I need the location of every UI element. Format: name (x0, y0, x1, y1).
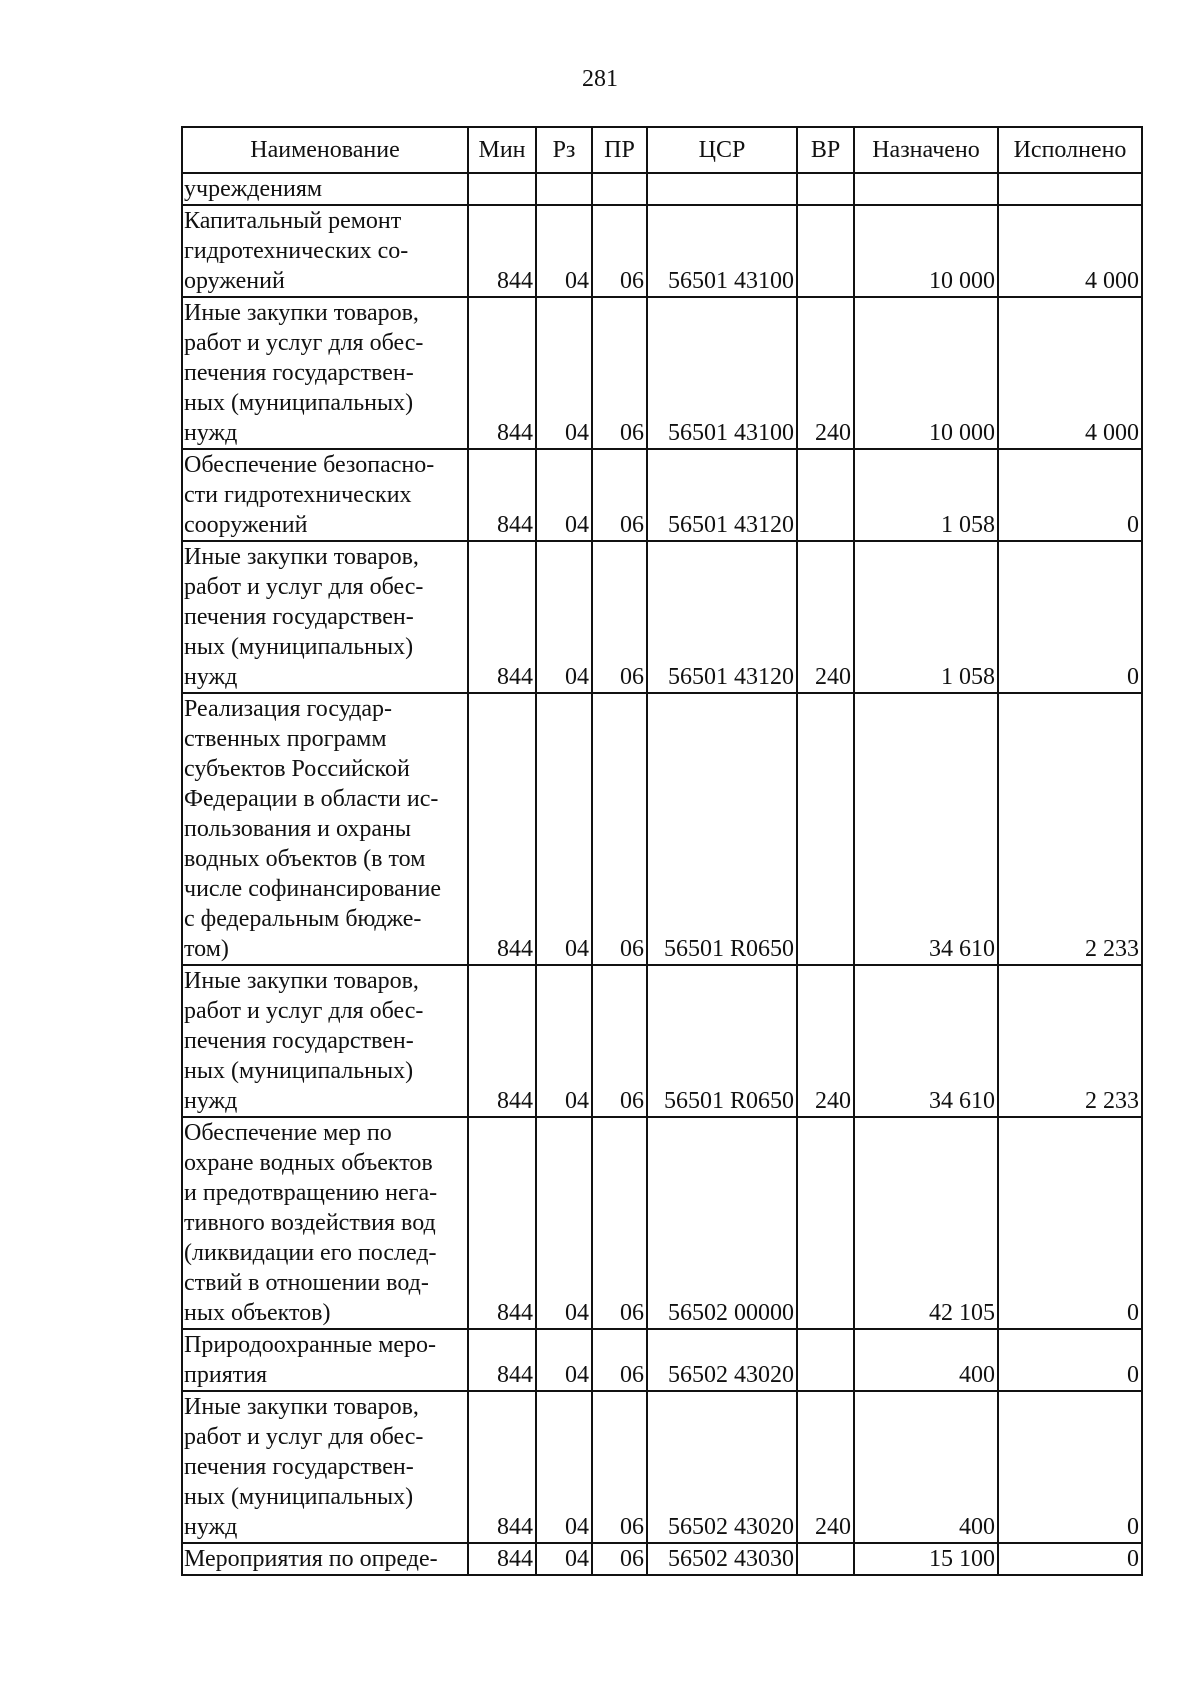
cell-min: 844 (468, 449, 536, 541)
cell-naznacheno: 34 610 (854, 693, 998, 965)
table-row (182, 1391, 1142, 1543)
cell-rz (536, 173, 592, 205)
cell-naznacheno: 400 (854, 1329, 998, 1391)
cell-vr (797, 1117, 854, 1329)
cell-pr: 06 (592, 1543, 647, 1575)
column-header-ispolneno: Исполнено (998, 127, 1142, 173)
cell-ispolneno: 2 233 (998, 965, 1142, 1117)
cell-min: 844 (468, 205, 536, 297)
table-row (182, 297, 1142, 449)
cell-name: Реализация государ- ственных программ субъектов Российской Федерации в области ис- пользования и охраны водных объектов (в том числе софинансирование с федеральным бюдже- том) (182, 693, 468, 965)
column-header-rz: Рз (536, 127, 592, 173)
cell-min: 844 (468, 965, 536, 1117)
cell-naznacheno: 1 058 (854, 449, 998, 541)
cell-ispolneno: 0 (998, 1329, 1142, 1391)
cell-naznacheno: 42 105 (854, 1117, 998, 1329)
cell-vr: 240 (797, 297, 854, 449)
table-row (182, 205, 1142, 297)
cell-name: Капитальный ремонт гидротехнических со- оружений (182, 205, 468, 297)
cell-naznacheno: 10 000 (854, 205, 998, 297)
table-header-row (182, 127, 1142, 173)
column-header-csr: ЦСР (647, 127, 797, 173)
budget-table (181, 126, 1143, 1576)
cell-name: Мероприятия по опреде- (182, 1543, 468, 1575)
cell-ispolneno: 0 (998, 1391, 1142, 1543)
cell-csr: 56501 43120 (647, 449, 797, 541)
cell-name: Иные закупки товаров, работ и услуг для обес- печения государствен- ных (муниципальных) нужд (182, 541, 468, 693)
table-row (182, 693, 1142, 965)
cell-csr: 56501 R0650 (647, 693, 797, 965)
column-header-vr: ВР (797, 127, 854, 173)
cell-vr: 240 (797, 1391, 854, 1543)
table-row (182, 541, 1142, 693)
cell-pr: 06 (592, 693, 647, 965)
cell-min: 844 (468, 1391, 536, 1543)
cell-csr (647, 173, 797, 205)
cell-ispolneno: 0 (998, 449, 1142, 541)
cell-csr: 56502 43020 (647, 1391, 797, 1543)
cell-vr: 240 (797, 965, 854, 1117)
cell-pr: 06 (592, 1391, 647, 1543)
cell-csr: 56502 43020 (647, 1329, 797, 1391)
cell-vr: 240 (797, 541, 854, 693)
cell-rz: 04 (536, 297, 592, 449)
cell-naznacheno: 10 000 (854, 297, 998, 449)
cell-min: 844 (468, 1329, 536, 1391)
cell-ispolneno: 0 (998, 1543, 1142, 1575)
cell-vr (797, 693, 854, 965)
cell-pr (592, 173, 647, 205)
cell-rz: 04 (536, 1543, 592, 1575)
cell-name: Обеспечение безопасно- сти гидротехнических сооружений (182, 449, 468, 541)
cell-name: Природоохранные меро- приятия (182, 1329, 468, 1391)
cell-naznacheno: 1 058 (854, 541, 998, 693)
cell-pr: 06 (592, 297, 647, 449)
cell-csr: 56502 00000 (647, 1117, 797, 1329)
cell-vr (797, 449, 854, 541)
page-number: 281 (582, 66, 618, 92)
cell-name: Иные закупки товаров, работ и услуг для обес- печения государствен- ных (муниципальных) нужд (182, 297, 468, 449)
cell-ispolneno: 0 (998, 541, 1142, 693)
cell-rz: 04 (536, 1329, 592, 1391)
cell-naznacheno: 15 100 (854, 1543, 998, 1575)
cell-min: 844 (468, 1117, 536, 1329)
table-row (182, 965, 1142, 1117)
cell-ispolneno: 4 000 (998, 205, 1142, 297)
column-header-name: Наименование (182, 127, 468, 173)
cell-min: 844 (468, 297, 536, 449)
table-row (182, 173, 1142, 205)
column-header-min: Мин (468, 127, 536, 173)
cell-ispolneno (998, 173, 1142, 205)
cell-naznacheno (854, 173, 998, 205)
cell-naznacheno: 34 610 (854, 965, 998, 1117)
cell-rz: 04 (536, 1117, 592, 1329)
cell-min: 844 (468, 1543, 536, 1575)
table-body (182, 173, 1142, 1575)
cell-ispolneno: 4 000 (998, 297, 1142, 449)
cell-name: Иные закупки товаров, работ и услуг для обес- печения государствен- ных (муниципальных) нужд (182, 1391, 468, 1543)
cell-rz: 04 (536, 693, 592, 965)
cell-csr: 56501 43100 (647, 205, 797, 297)
cell-name: Иные закупки товаров, работ и услуг для обес- печения государствен- ных (муниципальных) нужд (182, 965, 468, 1117)
cell-pr: 06 (592, 205, 647, 297)
cell-pr: 06 (592, 541, 647, 693)
cell-csr: 56501 43120 (647, 541, 797, 693)
cell-rz: 04 (536, 205, 592, 297)
column-header-naznacheno: Назначено (854, 127, 998, 173)
cell-csr: 56501 43100 (647, 297, 797, 449)
table-row (182, 1117, 1142, 1329)
cell-rz: 04 (536, 965, 592, 1117)
cell-min: 844 (468, 693, 536, 965)
cell-rz: 04 (536, 541, 592, 693)
cell-rz: 04 (536, 449, 592, 541)
cell-ispolneno: 2 233 (998, 693, 1142, 965)
cell-pr: 06 (592, 1117, 647, 1329)
cell-csr: 56502 43030 (647, 1543, 797, 1575)
cell-pr: 06 (592, 965, 647, 1117)
cell-min (468, 173, 536, 205)
cell-csr: 56501 R0650 (647, 965, 797, 1117)
cell-pr: 06 (592, 1329, 647, 1391)
cell-name: учреждениям (182, 173, 468, 205)
cell-vr (797, 1329, 854, 1391)
cell-min: 844 (468, 541, 536, 693)
cell-vr (797, 1543, 854, 1575)
cell-ispolneno: 0 (998, 1117, 1142, 1329)
cell-vr (797, 205, 854, 297)
cell-vr (797, 173, 854, 205)
cell-rz: 04 (536, 1391, 592, 1543)
cell-name: Обеспечение мер по охране водных объектов и предотвращению нега- тивного воздействия вод (ликвидации его послед- ствий в отношении вод- ных объектов) (182, 1117, 468, 1329)
table-row (182, 449, 1142, 541)
table-row (182, 1543, 1142, 1575)
cell-pr: 06 (592, 449, 647, 541)
cell-naznacheno: 400 (854, 1391, 998, 1543)
table-row (182, 1329, 1142, 1391)
column-header-pr: ПР (592, 127, 647, 173)
